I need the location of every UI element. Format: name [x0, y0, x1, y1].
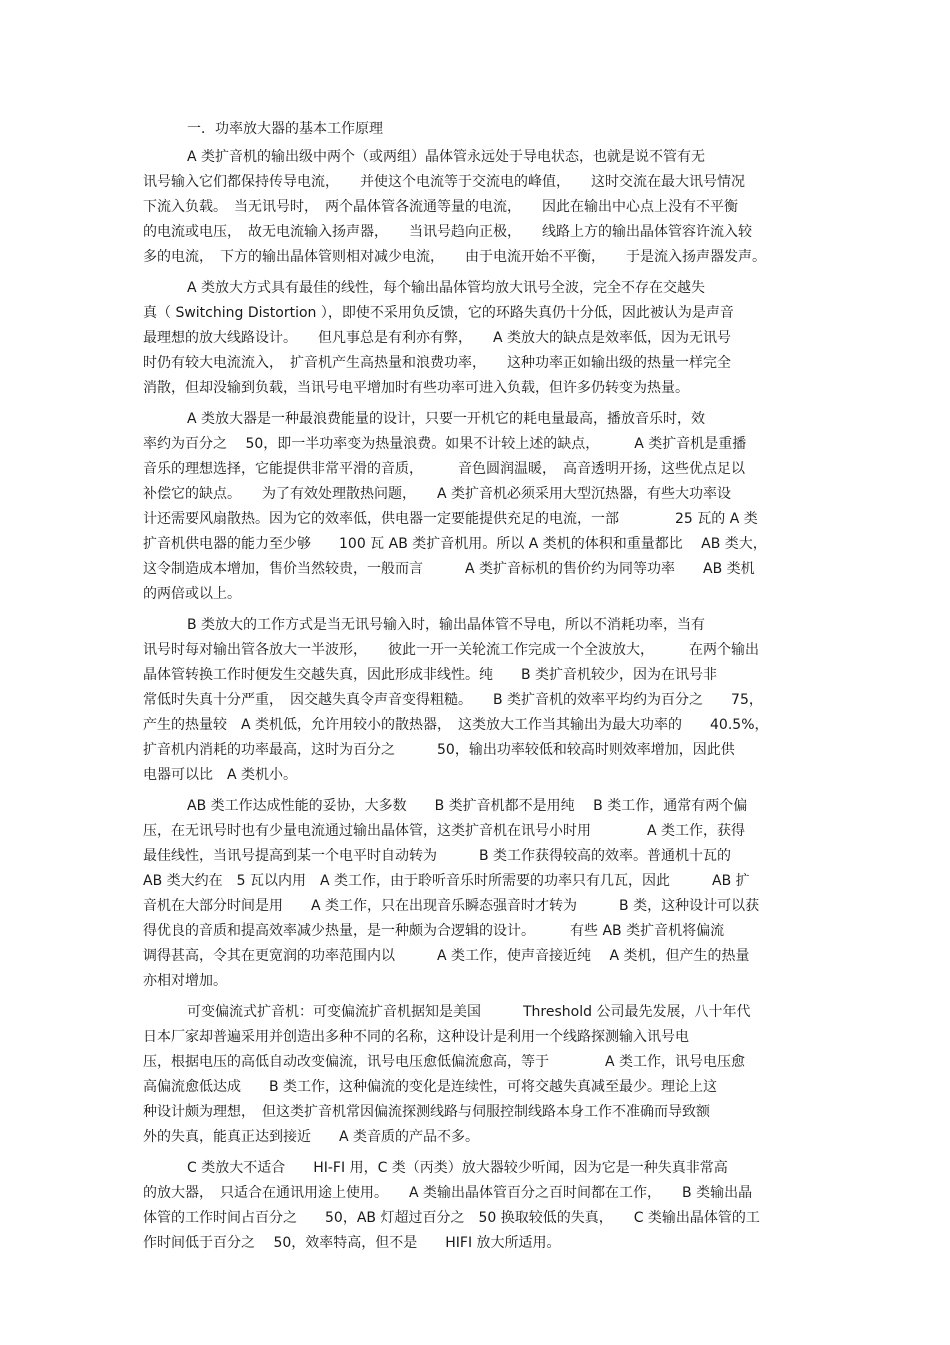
text-line: 作时间低于百分之 50，效率特高，但不是 HIFI 放大所适用。 — [143, 1235, 561, 1251]
text-line: 压，根据电压的高低自动改变偏流，讯号电压愈低偏流愈高，等于 A 类工作，讯号电压愈 — [143, 1054, 746, 1070]
text-line: 高偏流愈低达成 B 类工作，这种偏流的变化是连续性，可将交越失真减至最少。理论上这 — [143, 1079, 718, 1095]
text-line: 电器可以比 A 类机小。 — [143, 767, 298, 783]
body-text — [143, 145, 808, 1262]
text-line: 外的失真，能真正达到接近 A 类音质的产品不多。 — [143, 1129, 480, 1145]
text-line: 讯号时每对输出管各放大一半波形， 彼此一开一关轮流工作完成一个全波放大， 在两个输出 — [143, 642, 759, 658]
text-line: 的放大器， 只适合在通讯用途上使用。 A 类输出晶体管百分之百时间都在工作， B 类输出晶 — [143, 1185, 753, 1201]
text-line: 得优良的音质和提高效率减少热量，是一种颇为合逻辑的设计。 有些 AB 类扩音机将偏流 — [143, 923, 725, 939]
text-line: 的电流或电压， 故无电流输入扬声器， 当讯号趋向正极， 线路上方的输出晶体管容许流入较 — [143, 224, 752, 240]
paragraph — [143, 407, 808, 607]
text-line: 调得甚高，令其在更宽润的功率范围内以 A 类工作，使声音接近纯 A 类机，但产生的热量 — [143, 948, 750, 964]
text-line: C 类放大不适合 HI-FI 用，C 类（丙类）放大器较少听闻，因为它是一种失真非常高 — [187, 1160, 728, 1176]
text-line: 下流入负载。 当无讯号时， 两个晶体管各流通等量的电流， 因此在输出中心点上没有不平衡 — [143, 199, 738, 215]
text-line: 时仍有较大电流流入， 扩音机产生高热量和浪费功率， 这种功率正如输出级的热量一样完全 — [143, 355, 731, 371]
text-line: 音乐的理想选择，它能提供非常平滑的音质， 音色圆润温暖， 高音透明开扬，这些优点足以 — [143, 461, 745, 477]
text-line: 这令制造成本增加，售价当然较贵，一般而言 A 类扩音标机的售价约为同等功率 AB 类机 — [143, 561, 755, 577]
text-line: 率约为百分之 50，即一半功率变为热量浪费。如果不计较上述的缺点， A 类扩音机是重播 — [143, 436, 747, 452]
paragraph — [143, 1156, 808, 1256]
text-line: 最佳线性，当讯号提高到某一个电平时自动转为 B 类工作获得较高的效率。普通机十瓦的 — [143, 848, 732, 864]
section-heading: 一．功率放大器的基本工作原理 — [187, 121, 383, 137]
text-line: 真（ Switching Distortion ），即使不采用负反馈，它的环路失真仍十分低，因此被认为是声音 — [143, 305, 734, 321]
paragraph — [143, 794, 808, 994]
text-line: 种设计颇为理想， 但这类扩音机常因偏流探测线路与伺服控制线路本身工作不准确而导致额 — [143, 1104, 710, 1120]
paragraph — [143, 276, 808, 401]
text-line: 产生的热量较 A 类机低，允许用较小的散热器， 这类放大工作当其输出为最大功率的 40.5%， — [143, 717, 769, 733]
text-line: 压，在无讯号时也有少量电流通过输出晶体管，这类扩音机在讯号小时用 A 类工作，获得 — [143, 823, 746, 839]
text-line: 可变偏流式扩音机：可变偏流扩音机据知是美国 Threshold 公司最先发展，八十年代 — [187, 1004, 751, 1020]
text-line: AB 类工作达成性能的妥协，大多数 B 类扩音机都不是用纯 B 类工作，通常有两个偏 — [187, 798, 748, 814]
text-line: 体管的工作时间占百分之 50，AB 灯超过百分之 50 换取较低的失真， C 类输出晶体管的工 — [143, 1210, 760, 1226]
text-line: A 类扩音机的输出级中两个（或两组）晶体管永远处于导电状态，也就是说不管有无 — [187, 149, 706, 165]
text-line: 消散，但却没输到负载，当讯号电平增加时有些功率可进入负载，但许多仍转变为热量。 — [143, 380, 689, 396]
text-line: 多的电流， 下方的输出晶体管则相对减少电流， 由于电流开始不平衡， 于是流入扬声器发声。 — [143, 249, 766, 265]
text-line: AB 类大约在 5 瓦以内用 A 类工作，由于聆听音乐时所需要的功率只有几瓦，因此 AB 扩 — [143, 873, 750, 889]
text-line: 扩音机供电器的能力至少够 100 瓦 AB 类扩音机用。所以 A 类机的体积和重量都比 AB 类大， — [143, 536, 767, 552]
text-line: A 类放大方式具有最佳的线性，每个输出晶体管均放大讯号全波，完全不存在交越失 — [187, 280, 706, 296]
text-line: 计还需要风扇散热。因为它的效率低，供电器一定要能提供充足的电流，一部 25 瓦的 A 类 — [143, 511, 758, 527]
text-line: 扩音机内消耗的功率最高，这时为百分之 50，输出功率较低和较高时则效率增加，因此供 — [143, 742, 735, 758]
text-line: 常低时失真十分严重， 因交越失真令声音变得粗糙。 B 类扩音机的效率平均约为百分之 75， — [143, 692, 763, 708]
paragraph — [143, 613, 808, 788]
text-line: 最理想的放大线路设计。 但凡事总是有利亦有弊， A 类放大的缺点是效率低，因为无讯号 — [143, 330, 732, 346]
text-line: 补偿它的缺点。 为了有效处理散热问题， A 类扩音机必须采用大型沉热器，有些大功率设 — [143, 486, 732, 502]
text-line: A 类放大器是一种最浪费能量的设计，只要一开机它的耗电量最高，播放音乐时，效 — [187, 411, 706, 427]
paragraph — [143, 145, 808, 270]
text-line: 晶体管转换工作时便发生交越失真，因此形成非线性。纯 B 类扩音机较少，因为在讯号非 — [143, 667, 718, 683]
text-line: 亦相对增加。 — [143, 973, 227, 989]
paragraph — [143, 1000, 808, 1150]
text-line: 的两倍或以上。 — [143, 586, 241, 602]
text-line: B 类放大的工作方式是当无讯号输入时，输出晶体管不导电，所以不消耗功率，当有 — [187, 617, 706, 633]
text-line: 音机在大部分时间是用 A 类工作，只在出现音乐瞬态强音时才转为 B 类，这种设计可以获 — [143, 898, 760, 914]
text-line: 日本厂家却普遍采用并创造出多种不同的名称，这种设计是利用一个线路探测输入讯号电 — [143, 1029, 689, 1045]
text-line: 讯号输入它们都保持传导电流， 并使这个电流等于交流电的峰值， 这时交流在最大讯号情况 — [143, 174, 745, 190]
